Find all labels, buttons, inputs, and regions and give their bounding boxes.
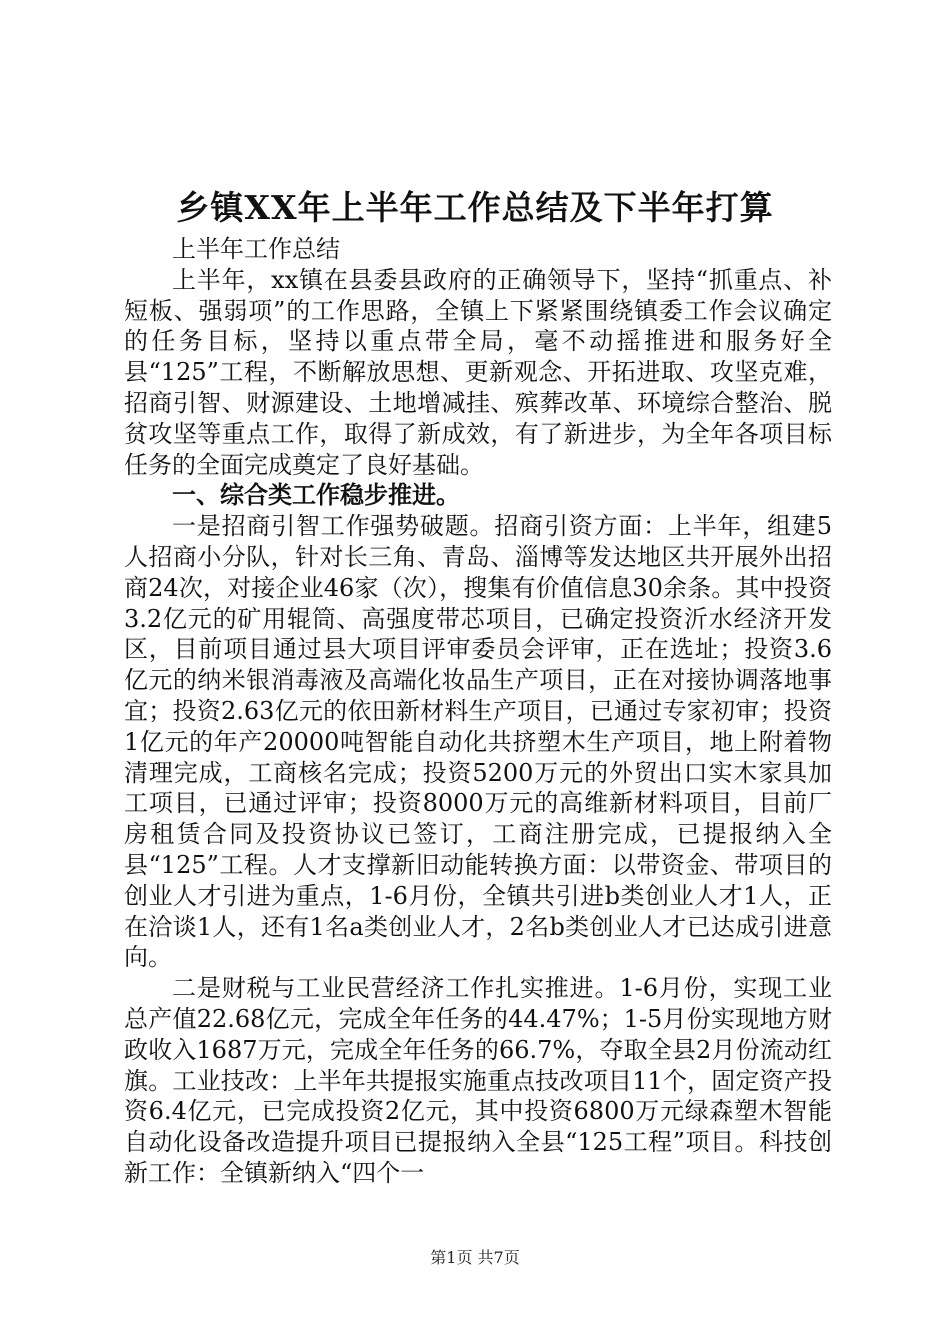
intro-paragraph: 上半年，xx镇在县委县政府的正确领导下，坚持“抓重点、补短板、强弱项”的工作思路，全镇上下紧紧围绕镇委工作会议确定的任务目标，坚持以重点带全局，毫不动摇推进和服务好全县“125”工程，不断解放思想、更新观念、开拓进取、攻坚克难，招商引智、财源建设、土地增减挂、殡葬改革、环境综合整治、脱贫攻坚等重点工作，取得了新成效，有了新进步，为全年各项目标任务的全面完成奠定了良好基础。 bbox=[124, 265, 832, 479]
page-footer: 第1页 共7页 bbox=[430, 1248, 520, 1267]
body-paragraph-investment: 一是招商引智工作强势破题。招商引资方面：上半年，组建5人招商小分队，针对长三角、青岛、淄博等发达地区共开展外出招商24次，对接企业46家（次），搜集有价值信息30余条。其中投资3.2亿元的矿用辊筒、高强度带芯项目，已确定投资沂水经济开发区，目前项目通过县大项目评审委员会评审，正在选址；投资3.6亿元的纳米银消毒液及高端化妆品生产项目，正在对接协调落地事宜；投资2.63亿元的依田新材料生产项目，已通过专家初审；投资1亿元的年产20000吨智能自动化共挤塑木生产项目，地上附着物清理完成，工商核名完成；投资5200万元的外贸出口实木家具加工项目，已通过评审；投资8000万元的高维新材料项目，目前厂房租赁合同及投资协议已签订，工商注册完成，已提报纳入全县“125”工程。人才支撑新旧动能转换方面：以带资金、带项目的创业人才引进为重点，1-6月份，全镇共引进b类创业人才1人，正在洽谈1人，还有1名a类创业人才，2名b类创业人才已达成引进意向。 bbox=[124, 512, 832, 972]
document-body bbox=[124, 234, 832, 1189]
body-paragraph-finance: 二是财税与工业民营经济工作扎实推进。1-6月份，实现工业总产值22.68亿元，完成全年任务的44.47%；1-5月份实现地方财政收入1687万元，完成全年任务的66.7%，夺取全县2月份流动红旗。工业技改：上半年共提报实施重点技改项目11个，固定资产投资6.4亿元，已完成投资2亿元，其中投资6800万元绿森塑木智能自动化设备改造提升项目已提报纳入全县“125工程”项目。科技创新工作：全镇新纳入“四个一 bbox=[124, 974, 832, 1187]
section-label: 上半年工作总结 bbox=[172, 235, 340, 263]
document-title: 乡镇XX年上半年工作总结及下半年打算 bbox=[176, 188, 774, 227]
section-heading: 一、综合类工作稳步推进。 bbox=[172, 480, 460, 510]
